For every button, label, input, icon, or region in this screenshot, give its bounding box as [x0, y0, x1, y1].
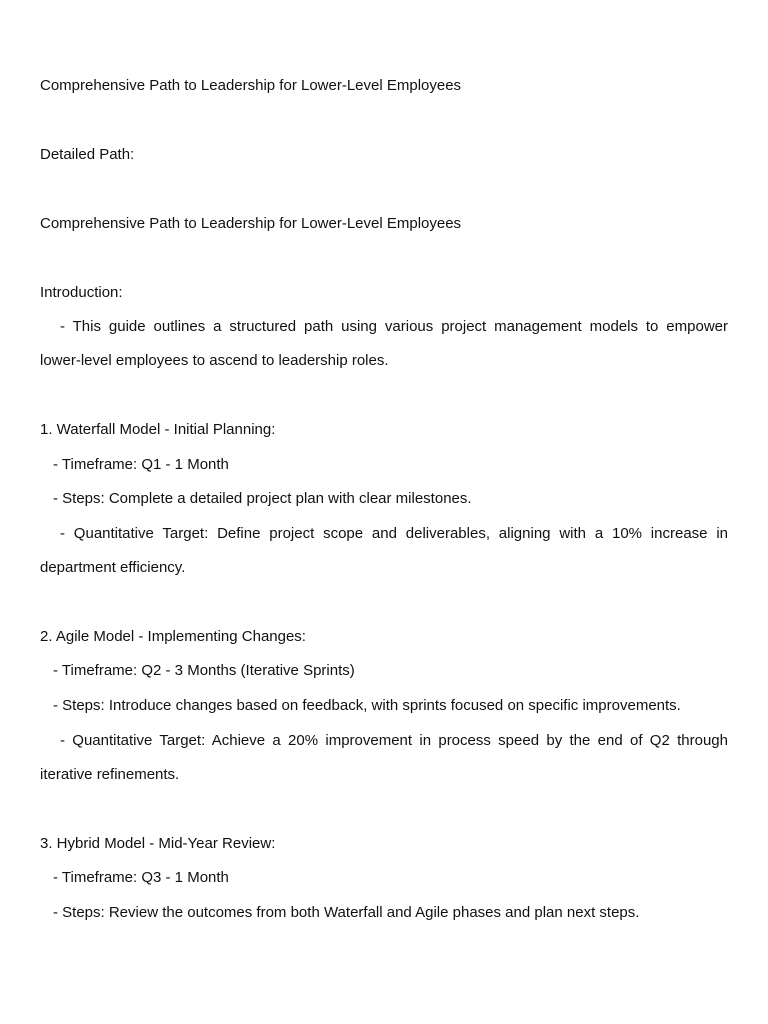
section-1-target-line2: department efficiency. [40, 559, 186, 576]
section-1-heading: 1. Waterfall Model - Initial Planning: [40, 421, 276, 438]
introduction-text-line2: lower-level employees to ascend to leadership roles. [40, 352, 389, 369]
detailed-path-label: Detailed Path: [40, 146, 135, 163]
introduction-text-line1: - This guide outlines a structured path using various project management models to empower [60, 318, 728, 335]
section-2-target-line1: - Quantitative Target: Achieve a 20% improvement in process speed by the end of Q2 through [60, 732, 728, 749]
document-title: Comprehensive Path to Leadership for Lower-Level Employees [40, 77, 462, 94]
section-1-target-line1: - Quantitative Target: Define project scope and deliverables, aligning with a 10% increase in [60, 525, 728, 542]
section-2-timeframe: - Timeframe: Q2 - 3 Months (Iterative Sprints) [53, 662, 355, 679]
section-1-steps: - Steps: Complete a detailed project plan with clear milestones. [53, 490, 472, 507]
document-title-repeat: Comprehensive Path to Leadership for Lower-Level Employees [40, 215, 462, 232]
section-2-target-line2: iterative refinements. [40, 766, 180, 783]
section-3-steps: - Steps: Review the outcomes from both Waterfall and Agile phases and plan next steps. [53, 904, 640, 921]
section-2-steps: - Steps: Introduce changes based on feedback, with sprints focused on specific improvements. [53, 697, 681, 714]
section-3-heading: 3. Hybrid Model - Mid-Year Review: [40, 835, 276, 852]
section-3-timeframe: - Timeframe: Q3 - 1 Month [53, 869, 229, 886]
section-1-timeframe: - Timeframe: Q1 - 1 Month [53, 456, 229, 473]
section-2-heading: 2. Agile Model - Implementing Changes: [40, 628, 306, 645]
introduction-heading: Introduction: [40, 284, 123, 301]
